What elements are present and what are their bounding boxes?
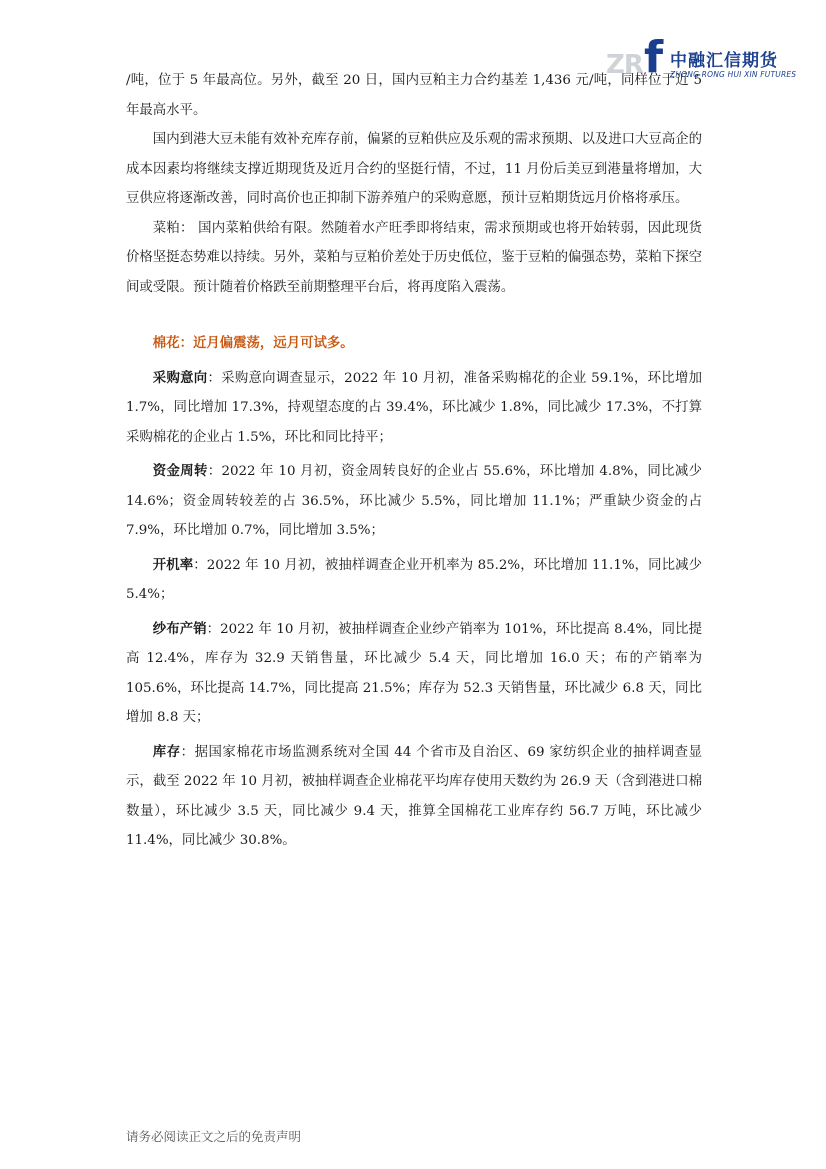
section-text: ：2022 年 10 月初，被抽样调查企业纱产销率为 101%，环比提高 8.4%，同比提高 12.4%，库存为 32.9 天销售量，环比减少 5.4 天，同比增加 16.0 天；布的产销率为 105.6%，环比提高 14.7%，同比提高 21.5%；库存为 52.3 天销售量，环比减少 6.8 天，同比增加 8.8 天；	[126, 621, 702, 725]
cotton-section-operating-rate	[126, 551, 702, 610]
cotton-section-funds	[126, 457, 702, 546]
section-text: ：据国家棉花市场监测系统对全国 44 个省市及自治区、69 家纺织企业的抽样调查显示，截至 2022 年 10 月初，被抽样调查企业棉花平均库存使用天数约为 26.9 天（含到港进口棉数量），环比减少 3.5 天，同比减少 9.4 天，推算全国棉花工业库存约 56.7 万吨，环比减少 11.4%，同比减少 30.8%。	[126, 744, 702, 848]
cotton-section-inventory	[126, 738, 702, 856]
section-label: 纱布产销	[152, 621, 207, 637]
footer-disclaimer: 请务必阅读正文之后的免责声明	[126, 1129, 302, 1144]
section-text: ：采购意向调查显示，2022 年 10 月初，准备采购棉花的企业 59.1%，环比增加 1.7%，同比增加 17.3%，持观望态度的占 39.4%，环比减少 1.8%，同比减少 17.3%，不打算采购棉花的企业占 1.5%，环比和同比持平；	[126, 370, 703, 445]
cotton-section-purchase	[126, 364, 702, 453]
logo-name-cn: 中融汇信期货	[670, 51, 778, 71]
logo-mark-letters: ZR	[606, 50, 643, 80]
section-text: ：2022 年 10 月初，被抽样调查企业开机率为 85.2%，环比增加 11.1%，同比减少 5.4%；	[126, 557, 702, 602]
section-label: 库存	[152, 744, 181, 760]
logo-mark-f: f	[644, 32, 664, 83]
section-label: 资金周转	[152, 464, 208, 479]
paragraph-soymeal-outlook: 国内到港大豆未能有效补充库存前，偏紧的豆粕供应及乐观的需求预期、以及进口大豆高企的成本因素均将继续支撑近期现货及近月合约的坚挺行情，不过，11 月份后美豆到港量将增加，大豆供应将逐渐改善，同时高价也正抑制下游养殖户的采购意愿，预计豆粕期货远月价格将承压。	[126, 132, 702, 206]
document-body	[126, 66, 702, 856]
logo-name-en: ZHONG RONG HUI XIN FUTURES	[670, 70, 797, 79]
cotton-section-yarn-fabric	[126, 615, 702, 733]
cotton-heading: 棉花：近月偏震荡，远月可试多。	[152, 336, 354, 351]
section-text: ：2022 年 10 月初，资金周转良好的企业占 55.6%，环比增加 4.8%，同比减少 14.6%；资金周转较差的占 36.5%，环比减少 5.5%，同比增加 11.1%；严重缺少资金的占 7.9%，环比增加 0.7%，同比增加 3.5%；	[126, 464, 703, 538]
paragraph-soymeal-price: /吨，位于 5 年最高位。另外，截至 20 日，国内豆粕主力合约基差 1,436 元/吨，同样位于近 5 年最高水平。	[126, 73, 702, 118]
section-label: 采购意向	[152, 370, 208, 386]
section-label: 开机率	[152, 557, 194, 573]
paragraph-rapeseed-meal: 菜粕： 国内菜粕供给有限。然随着水产旺季即将结束，需求预期或也将开始转弱，因此现货价格坚挺态势难以持续。另外，菜粕与豆粕价差处于历史低位，鉴于豆粕的偏强态势，菜粕下探空间或受限。预计随着价格跌至前期整理平台后，将再度陷入震荡。	[126, 220, 702, 295]
